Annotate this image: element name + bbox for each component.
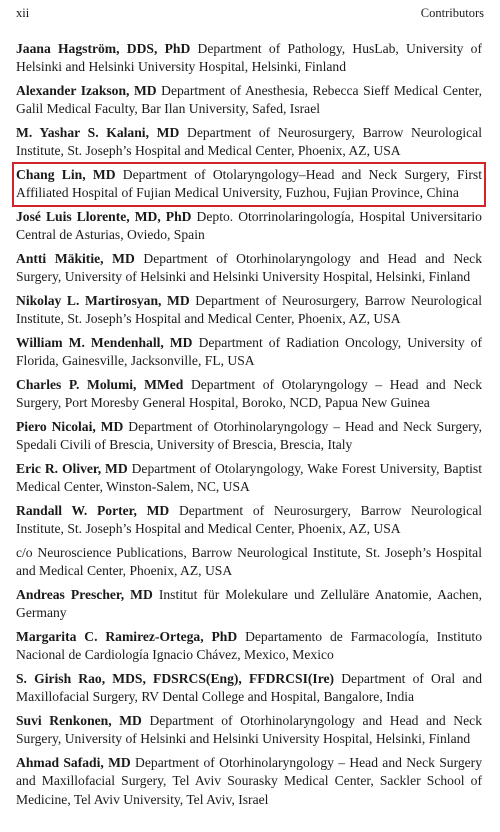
contributor-entry <box>16 754 482 809</box>
contributor-entry <box>16 628 482 665</box>
contributor-affiliation: c/o Neuroscience Publications, Barrow Neurological Institute, St. Joseph’s Hospital and Medical Center, Phoenix, AZ, USA <box>16 545 482 579</box>
contributor-affiliation: Department of Otolaryngology, Wake Forest University, Baptist Medical Center, Winston-Salem, NC, USA <box>16 461 482 495</box>
contributor-entry <box>16 586 482 623</box>
contributor-name: Margarita C. Ramirez-Ortega, PhD <box>16 629 238 644</box>
contributor-name: Eric R. Oliver, MD <box>16 461 128 476</box>
contributor-entry <box>16 124 482 161</box>
page-number: xii <box>16 6 30 20</box>
contributor-affiliation: Departamento de Farmacología, Instituto Nacional de Cardiología Ignacio Chávez, Mexico, Mexico <box>16 629 482 663</box>
contributor-name: Piero Nicolai, MD <box>16 419 124 434</box>
contributor-entry <box>16 712 482 749</box>
contributor-affiliation: Department of Neurosurgery, Barrow Neurological Institute, St. Joseph’s Hospital and Medical Center, Phoenix, AZ, USA <box>16 293 482 327</box>
contributor-affiliation: Department of Radiation Oncology, University of Florida, Gainesville, Jacksonville, FL, USA <box>16 335 482 369</box>
contributor-entry <box>16 418 482 455</box>
contributor-name: Nikolay L. Martirosyan, MD <box>16 293 190 308</box>
contributor-affiliation: Department of Otolaryngology – Head and Neck Surgery, Port Moresby General Hospital, Boroko, NCD, Papua New Guinea <box>16 377 482 411</box>
contributor-name: Ahmad Safadi, MD <box>16 755 131 770</box>
contributor-entry-highlighted <box>16 166 482 203</box>
contributors-list <box>16 40 482 809</box>
contributor-entry <box>16 250 482 287</box>
contributor-affiliation: Department of Otorhinolaryngology and Head and Neck Surgery, University of Helsinki and Helsinki University Hospital, Helsinki, Finland <box>16 251 482 285</box>
contributor-name: Charles P. Molumi, MMed <box>16 377 184 392</box>
contributor-entry <box>16 670 482 707</box>
contributor-entry <box>16 208 482 245</box>
contributor-name: Suvi Renkonen, MD <box>16 713 142 728</box>
contributor-name: Randall W. Porter, MD <box>16 503 170 518</box>
contributor-name: Jaana Hagström, DDS, PhD <box>16 41 191 56</box>
page-header <box>16 4 484 22</box>
contributor-affiliation: Department of Otorhinolaryngology – Head and Neck Surgery, Spedali Civili of Brescia, University of Brescia, Brescia, Italy <box>16 419 482 453</box>
contributor-affiliation: Department of Otorhinolaryngology – Head and Neck Surgery and Maxillofacial Surgery, Tel Aviv Sourasky Medical Center, Sackler School of Medicine, Tel Aviv University, Tel Aviv, Israel <box>16 755 482 807</box>
contributor-name: José Luis Llorente, MD, PhD <box>16 209 192 224</box>
contributor-affiliation: Depto. Otorrinolaringología, Hospital Universitario Central de Asturias, Oviedo, Spain <box>16 209 482 243</box>
contributor-name: Chang Lin, MD <box>16 167 116 182</box>
contributor-affiliation: Department of Anesthesia, Rebecca Sieff Medical Center, Galil Medical Faculty, Bar Ilan University, Safed, Israel <box>16 83 482 117</box>
contributor-affiliation: Institut für Molekulare und Zelluläre Anatomie, Aachen, Germany <box>16 587 482 621</box>
contributor-entry <box>16 82 482 119</box>
contributor-name: Andreas Prescher, MD <box>16 587 153 602</box>
contributor-name: M. Yashar S. Kalani, MD <box>16 125 180 140</box>
contributor-entry <box>16 460 482 497</box>
contributor-affiliation: Department of Neurosurgery, Barrow Neurological Institute, St. Joseph’s Hospital and Medical Center, Phoenix, AZ, USA <box>16 125 482 159</box>
contributor-name: S. Girish Rao, MDS, FDSRCS(Eng), FFDRCSI(Ire) <box>16 671 335 686</box>
contributor-affiliation: Department of Oral and Maxillofacial Surgery, RV Dental College and Hospital, Bangalore, India <box>16 671 482 705</box>
contributor-name: William M. Mendenhall, MD <box>16 335 193 350</box>
contributor-entry <box>16 334 482 371</box>
contributor-name: Antti Mäkitie, MD <box>16 251 135 266</box>
contributor-affiliation: Department of Otolaryngology–Head and Neck Surgery, First Affiliated Hospital of Fujian Medical University, Fuzhou, Fujian Province, China <box>16 167 482 201</box>
contributor-entry <box>16 40 482 77</box>
contributor-affiliation: Department of Otorhinolaryngology and Head and Neck Surgery, University of Helsinki and Helsinki University Hospital, Helsinki, Finland <box>16 713 482 747</box>
contributor-affiliation: Department of Neurosurgery, Barrow Neurological Institute, St. Joseph’s Hospital and Medical Center, Phoenix, AZ, USA <box>16 503 482 537</box>
contributor-entry <box>16 502 482 539</box>
contributor-name: Alexander Izakson, MD <box>16 83 157 98</box>
running-head: Contributors <box>420 6 484 20</box>
contributor-entry-continuation <box>16 544 482 581</box>
contributor-entry <box>16 292 482 329</box>
contributor-affiliation: Department of Pathology, HusLab, University of Helsinki and Helsinki University Hospital, Helsinki, Finland <box>16 41 482 75</box>
contributor-entry <box>16 376 482 413</box>
